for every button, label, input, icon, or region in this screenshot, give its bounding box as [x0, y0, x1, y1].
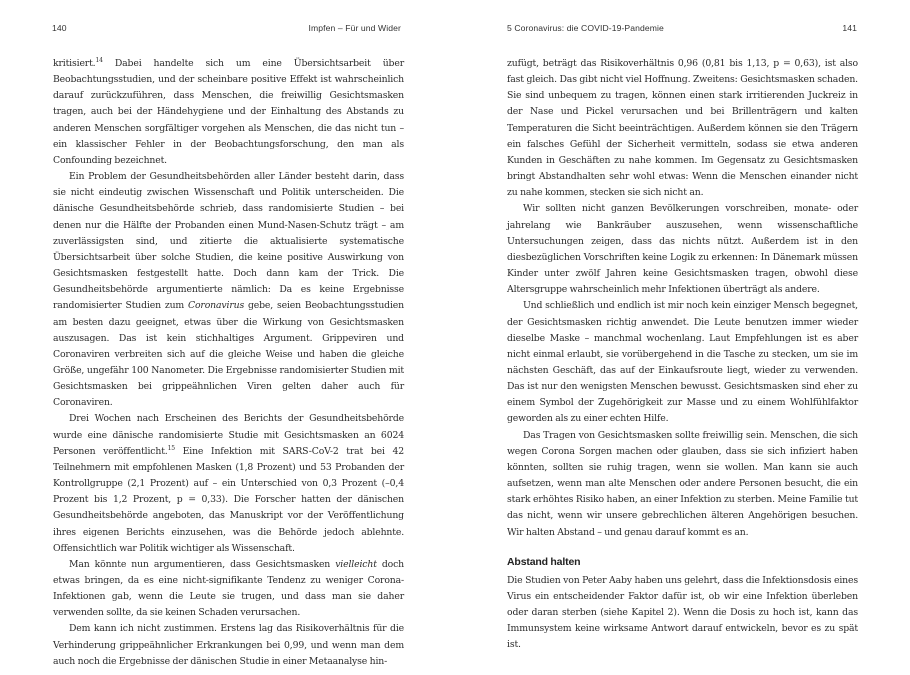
paragraph — [53, 56, 404, 169]
paragraph — [507, 201, 858, 298]
paragraph — [507, 298, 858, 427]
paragraph — [507, 573, 858, 654]
text-run: gebe, seien Beobachtungsstudien am besten dazu geeignet, etwas über die Wirkung von Gesichtsmasken auszusagen. Das ist kein stichhaltiges Argument. Grippeviren und Coronaviren verbreiten sich auf die gleiche Weise und haben die gleiche Größe, ungefähr 100 Nanometer. Die Ergebnisse randomisierter Studien mit Gesichtsmasken bei grippeähnlichen Viren gelten daher auch für Coronaviren. — [53, 300, 404, 409]
text-run: zufügt, beträgt das Risikoverhältnis 0,96 (0,81 bis 1,13, p = 0,63), ist also fast gleich. Das gibt nicht viel Hoffnung. Zweitens: Gesichtsmasken schaden. Sie sind unbequem zu tragen, können einen stark irritierenden Juckreiz in der Nase und Pickel verursachen und bei Brillenträgern und kalten Temperaturen die Sicht beeinträchtigen. Außerdem können sie den Trägern ein falsches Gefühl der Sicherheit vermitteln, sodass sie etwa anderen Kunden in Geschäften zu nahe kommen. Im Gegensatz zu Gesichtsmasken bringt Abstandhalten sehr wohl etwas: Wenn die Menschen einander nicht zu nahe kommen, stecken sie sich nicht an. — [507, 58, 858, 199]
paragraph — [53, 621, 404, 669]
paragraph — [53, 169, 404, 411]
emphasis: vielleicht — [335, 558, 377, 570]
text-run: Die Studien von Peter Aaby haben uns gelehrt, dass die Infektionsdosis eines Virus ein entscheidender Faktor dafür ist, ob wir eine Infektion überleben oder daran sterben (siehe Kapitel 2). Wenn die Dosis zu hoch ist, kann das Immunsystem keine wirksame Antwort darauf entwickeln, bevor es zu spät ist. — [507, 574, 858, 651]
footnote-ref: 15 — [167, 444, 175, 452]
body-text — [53, 56, 404, 670]
text-run: Dem kann ich nicht zustimmen. Erstens lag das Risikoverhältnis für die Verhinderung grippeähnlicher Erkrankungen bei 0,99, und wenn man dem auch noch die Ergebnisse der dänischen Studie in einer Metaanalyse hin- — [53, 623, 404, 667]
right-page — [455, 0, 910, 675]
text-run: Das Tragen von Gesichtsmasken sollte freiwillig sein. Menschen, die sich wegen Corona Sorgen machen oder glauben, dass sie sich infiziert haben könnten, sollten sie ruhig tragen, wenn sie wollen. Man kann sie auch aufsetzen, wenn man alte Menschen oder andere Personen besucht, die ein stark erhöhtes Risiko haben, an einer Infektion zu sterben. Meine Familie tut das nicht, wenn wir unsere gebrechlichen älteren Angehörigen besuchen. Wir halten Abstand – und genau darauf kommt es an. — [507, 429, 858, 538]
running-head: Impfen – Für und Wider — [308, 23, 401, 33]
text-run: Dabei handelte sich um eine Übersichtsarbeit über Beobachtungsstudien, und der scheinbare positive Effekt ist wahrscheinlich darauf zurückzuführen, dass Menschen, die freiwillig Gesichtsmasken tragen, auch bei der Händehygiene und der Einhaltung des Abstands zu anderen Menschen sorgfältiger vorgehen als Menschen, die das nicht tun – ein klassischer Fehler in der Beobachtungsforschung, den man als Confounding bezeichnet. — [53, 58, 404, 166]
paragraph — [507, 428, 858, 541]
section-heading: Abstand halten — [507, 555, 581, 568]
text-run: Wir sollten nicht ganzen Bevölkerungen vorschreiben, monate- oder jahrelang wie Bankräuber auszusehen, wenn wissenschaftliche Untersuchungen zeigen, dass das nichts nützt. Außerdem ist in den diesbezüglichen Vorschriften keine Logik zu erkennen: In Dänemark müssen Kinder unter zwölf Jahren keine Gesichtsmasken tragen, obwohl diese Altersgruppe wahrscheinlich mehr Infektionen überträgt als andere. — [507, 203, 858, 296]
text-run: doch etwas bringen, da es eine nicht-signifikante Tendenz zu weniger Corona-Infektionen gab, wenn die Leute sie trugen, und dass man sie daher verwenden sollte, da sie keinen Schaden verursachen. — [53, 558, 404, 619]
paragraph — [53, 411, 404, 556]
text-run: Eine Infektion mit SARS-CoV-2 trat bei 42 Teilnehmern mit empfohlenen Masken (1,8 Prozent) und 53 Probanden der Kontrollgruppe (2,1 Prozent) auf – ein Unterschied von 0,3 Prozent (–0,4 Prozent bis 1,2 Prozent, p = 0,33). Die Forscher hatten der dänischen Gesundheitsbehörde angeboten, das Manuskript vor der Veröffentlichung ihres eigenen Berichts einzusehen, was die Behörde jedoch ablehnte. Offensichtlich war Politik wichtiger als Wissenschaft. — [53, 445, 404, 554]
body-text — [507, 56, 858, 653]
text-run: Man könnte nun argumentieren, dass Gesichtsmasken — [69, 558, 336, 570]
text-run: kritisiert. — [53, 58, 96, 69]
paragraph — [53, 557, 404, 622]
text-run: Ein Problem der Gesundheitsbehörden aller Länder besteht darin, dass sie nicht eindeutig zwischen Wissenschaft und Politik unterscheiden. Die dänische Gesundheitsbehörde schrieb, dass randomisierte Studien – bei denen nur die Hälfte der Probanden einen Mund-Nasen-Schutz trägt – am zuverlässigsten sind, und zitierte die aktualisierte systematische Übersichtsarbeit über solche Studien, die keine positive Auswirkung von Gesichtsmasken festgestellt hatte. Doch dann kam der Trick. Die Gesundheitsbehörde argumentierte nämlich: Da es keine Ergebnisse randomisierter Studien zum — [53, 171, 404, 312]
text-run: Drei Wochen nach Erscheinen des Berichts der Gesundheitsbehörde wurde eine dänische randomisierte Studie mit Gesichtsmasken an 6024 Personen veröffentlicht. — [53, 413, 404, 457]
running-head: 5 Coronavirus: die COVID-19-Pandemie — [507, 23, 664, 33]
paragraph-group — [507, 56, 858, 541]
footnote-ref: 14 — [95, 57, 103, 64]
page-number: 140 — [52, 23, 67, 33]
page-number: 141 — [842, 23, 857, 33]
paragraph — [507, 56, 858, 201]
text-run: Und schließlich und endlich ist mir noch kein einziger Mensch begegnet, der Gesichtsmasken richtig anwendet. Die Leute benutzen immer wieder dieselbe Maske – manchmal wochenlang. Laut Empfehlungen ist es aber nicht einmal erlaubt, sie vorübergehend in die Tasche zu stecken, um sie im nächsten Geschäft, das auf der Einkaufsroute liegt, wieder zu verwenden. Das ist nur den wenigsten Menschen bewusst. Gesichtsmasken sind eher zu einem Symbol der Zugehörigkeit zur Masse und zu einem Wohlfühlfaktor geworden als zu einer echten Hilfe. — [507, 300, 858, 425]
paragraph-group — [507, 573, 858, 654]
emphasis: Coronavirus — [188, 300, 245, 312]
